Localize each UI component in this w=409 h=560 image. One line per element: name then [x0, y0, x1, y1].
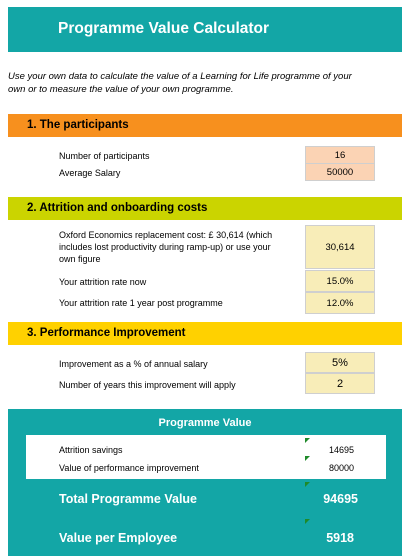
- per-employee-value: 5918: [326, 531, 354, 545]
- intro-text: Use your own data to calculate the value of a Learning for Life programme of your own or to measure the value of your own programme.: [8, 71, 352, 95]
- cell-flag-icon: [305, 438, 310, 443]
- performance-value-value: 80000: [328, 463, 354, 473]
- attrition-savings-value: 14695: [328, 445, 354, 455]
- years-input[interactable]: 2: [305, 373, 375, 394]
- average-salary-input[interactable]: 50000: [305, 163, 375, 181]
- total-value-label: Total Programme Value: [59, 492, 198, 506]
- attrition-post-label: Your attrition rate 1 year post programme: [59, 298, 223, 308]
- attrition-post-input[interactable]: 12.0%: [305, 292, 375, 314]
- total-value-value: 94695: [323, 492, 358, 506]
- attrition-savings-label: Attrition savings: [59, 445, 123, 455]
- cell-flag-icon: [305, 482, 310, 487]
- participants-label: Number of participants: [59, 151, 150, 161]
- section-title-participants: 1. The participants: [27, 119, 129, 131]
- performance-value-label: Value of performance improvement: [59, 463, 199, 473]
- cell-flag-icon: [305, 456, 310, 461]
- replacement-cost-label: Oxford Economics replacement cost: £ 30,614 (which includes lost productivity during ramp-up) or use your own figure: [59, 230, 273, 264]
- participants-input[interactable]: 16: [305, 146, 375, 164]
- attrition-now-input[interactable]: 15.0%: [305, 270, 375, 292]
- cell-flag-icon: [305, 519, 310, 524]
- programme-value-title: Programme Value: [158, 417, 252, 429]
- section-title-performance: 3. Performance Improvement: [27, 327, 186, 339]
- replacement-cost-input[interactable]: 30,614: [305, 225, 375, 269]
- section-title-attrition: 2. Attrition and onboarding costs: [27, 202, 208, 214]
- improvement-label: Improvement as a % of annual salary: [59, 359, 208, 369]
- years-label: Number of years this improvement will apply: [59, 380, 236, 390]
- per-employee-label: Value per Employee: [59, 531, 178, 545]
- improvement-input[interactable]: 5%: [305, 352, 375, 373]
- page-title: Programme Value Calculator: [58, 20, 270, 37]
- attrition-now-label: Your attrition rate now: [59, 277, 147, 287]
- average-salary-label: Average Salary: [59, 168, 121, 178]
